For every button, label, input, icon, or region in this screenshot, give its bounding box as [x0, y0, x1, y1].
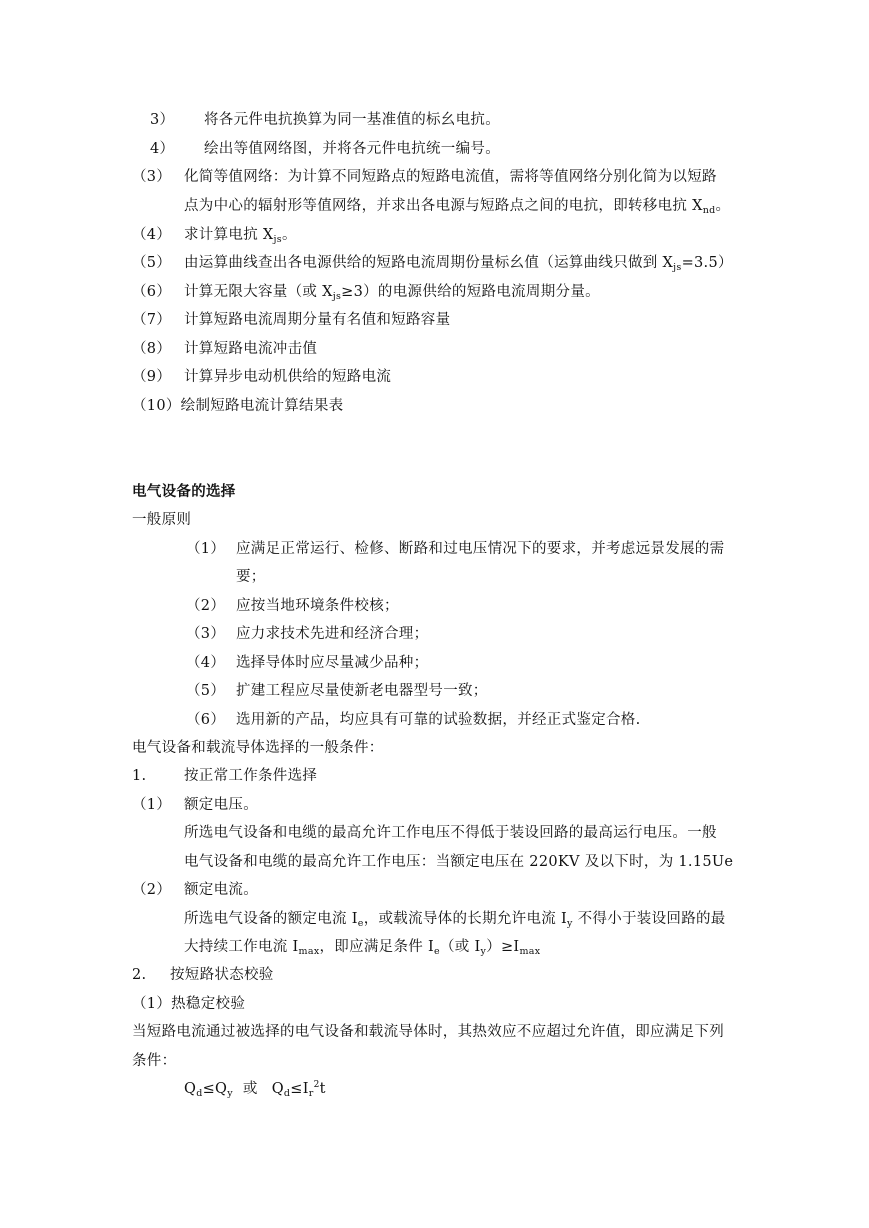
item-8-text: 计算短路电流冲击值	[184, 341, 318, 357]
general-conditions-title: 电气设备和载流导体选择的一般条件：	[132, 740, 384, 756]
step-4-text: 绘出等值网络图，并将各元件电抗统一编号。	[204, 141, 500, 157]
condition-1-number: 1.	[132, 768, 147, 784]
step-3-text: 将各元件电抗换算为同一基准值的标幺电抗。	[204, 112, 500, 128]
condition-1b-body-cont: 大持续工作电流 $I_{max}$，即应满足条件 $I_e$（或 $I_y)\ge I_{max}$	[184, 939, 541, 957]
principle-2-text: 应按当地环境条件校核；	[236, 598, 399, 614]
item-3-number: （3）	[132, 169, 172, 185]
principle-6-text: 选用新的产品，均应具有可靠的试验数据，并经正式鉴定合格.	[236, 712, 641, 728]
item-3-text-cont: 点为中心的辐射形等值网络，并求出各电源与短路点之间的电抗，即转移电抗 $X_{nd}$。	[184, 198, 731, 216]
condition-2a-body-cont: 条件：	[132, 1053, 177, 1069]
item-4-number: （4）	[132, 227, 172, 243]
item-6-text: 计算无限大容量（或 $X_{js}\ge 3$）的电源供给的短路电流周期分量。	[184, 284, 600, 302]
condition-2a-body: 当短路电流通过被选择的电气设备和载流导体时，其热效应不应超过允许值，即应满足下列	[132, 1024, 724, 1040]
general-principle-title: 一般原则	[132, 512, 192, 528]
condition-1a-number: （1）	[132, 797, 172, 813]
condition-1-text: 按正常工作条件选择	[184, 768, 318, 784]
item-8-number: （8）	[132, 341, 172, 357]
step-4-number: 4）	[150, 141, 175, 157]
item-10-text: （10）绘制短路电流计算结果表	[132, 398, 344, 414]
thermal-stability-formula: $Q_d\le Q_y$ 或 $Q_d\le I_r^2t$	[184, 1080, 326, 1099]
principle-3-number: （3）	[186, 626, 226, 642]
item-7-text: 计算短路电流周期分量有名值和短路容量	[184, 312, 451, 328]
principle-4-number: （4）	[186, 655, 226, 671]
principle-6-number: （6）	[186, 712, 226, 728]
condition-2a-text: （1）热稳定校验	[132, 996, 246, 1012]
principle-2-number: （2）	[186, 598, 226, 614]
condition-2-text: 按短路状态校验	[170, 967, 274, 983]
condition-1a-body-cont: 电气设备和电缆的最高允许工作电压：当额定电压在 220KV 及以下时，为 1.15Ue	[184, 854, 734, 870]
principle-5-number: （5）	[186, 683, 226, 699]
condition-1b-body: 所选电气设备的额定电流 $I_e$，或载流导体的长期允许电流 $I_y$ 不得小于装设回路的最	[184, 911, 726, 929]
condition-1b-number: （2）	[132, 882, 172, 898]
condition-2-number: 2.	[132, 967, 147, 983]
condition-1a-body: 所选电气设备和电缆的最高允许工作电压不得低于装设回路的最高运行电压。一般	[184, 825, 717, 841]
item-5-number: （5）	[132, 255, 172, 271]
item-3-text: 化简等值网络：为计算不同短路点的短路电流值，需将等值网络分别化简为以短路	[184, 169, 717, 185]
step-3-number: 3）	[150, 112, 175, 128]
principle-3-text: 应力求技术先进和经济合理；	[236, 626, 429, 642]
principle-1-text-cont: 要；	[236, 569, 266, 585]
item-7-number: （7）	[132, 312, 172, 328]
principle-4-text: 选择导体时应尽量减少品种；	[236, 655, 429, 671]
item-5-text: 由运算曲线查出各电源供给的短路电流周期份量标幺值（运算曲线只做到 $X_{js}=3.5$）	[184, 255, 733, 273]
principle-1-text: 应满足正常运行、检修、断路和过电压情况下的要求，并考虑远景发展的需	[236, 541, 725, 557]
item-9-text: 计算异步电动机供给的短路电流	[184, 369, 392, 385]
item-9-number: （9）	[132, 369, 172, 385]
item-4-text: 求计算电抗 $X_{js}$。	[184, 227, 297, 245]
principle-5-text: 扩建工程应尽量使新老电器型号一致；	[236, 683, 488, 699]
item-6-number: （6）	[132, 284, 172, 300]
condition-1b-text: 额定电流。	[184, 882, 258, 898]
principle-1-number: （1）	[186, 541, 226, 557]
section-heading: 电气设备的选择	[132, 483, 236, 500]
condition-1a-text: 额定电压。	[184, 797, 258, 813]
